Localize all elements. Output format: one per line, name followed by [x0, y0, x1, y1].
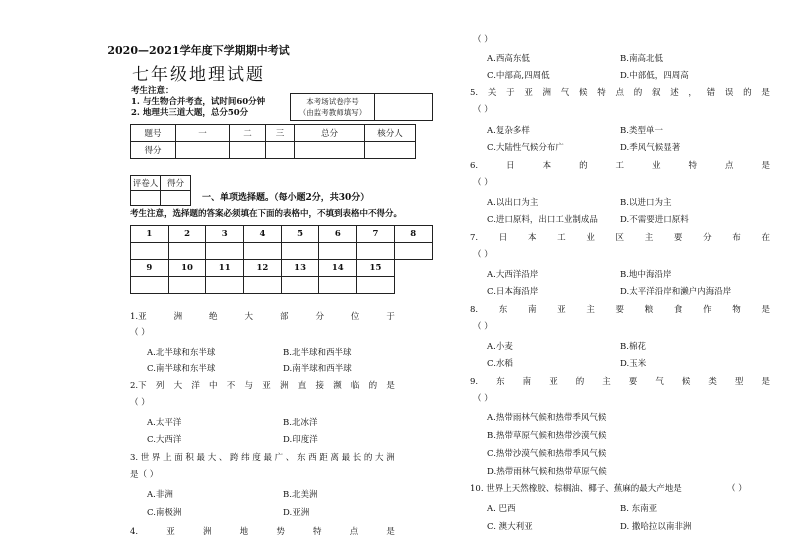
answer-cell[interactable] [319, 243, 357, 260]
option-a: A.北半球和东半球 [147, 348, 216, 358]
answer-paren: （ ） [130, 398, 150, 408]
answer-number-row [131, 226, 433, 243]
question-4-stem: 4. 亚 洲 地 势 特 点 是 [130, 527, 395, 537]
answer-number: 8 [394, 226, 432, 243]
answer-cell[interactable] [206, 243, 244, 260]
option-c: C.日本海沿岸 [487, 287, 539, 297]
option-c: C.中部高,四周低 [487, 71, 550, 81]
grader-table [130, 175, 191, 206]
answer-cell[interactable] [168, 243, 206, 260]
score-header-cell: 核分人 [365, 125, 416, 142]
score-header-cell: 二 [230, 125, 266, 142]
answer-number: 12 [244, 260, 282, 277]
answer-cell[interactable] [281, 277, 319, 294]
exam-title: 2020—2021学年度下学期期中考试 [107, 44, 290, 57]
score-cell[interactable] [176, 142, 230, 159]
option-c: C. 澳大利亚 [487, 522, 533, 532]
option-d: D.太平洋沿岸和濑户内海沿岸 [620, 287, 732, 297]
option-a: A.大西洋沿岸 [487, 270, 539, 280]
answer-cell[interactable] [319, 277, 357, 294]
option-b: B.地中海沿岸 [620, 270, 672, 280]
exam-notes [131, 86, 265, 119]
score-header-cell: 三 [266, 125, 295, 142]
option-b: B. 东南亚 [620, 504, 658, 514]
score-cell[interactable] [230, 142, 266, 159]
answer-cell[interactable] [357, 277, 395, 294]
option-d: D. 撒哈拉以南非洲 [620, 522, 692, 532]
option-c: C.水稻 [487, 359, 513, 369]
answer-cell[interactable] [206, 277, 244, 294]
answer-paren: （ ） [473, 322, 493, 332]
section-1-notice: 考生注意，选择题的答案必须填在下面的表格中，不填到表格中不得分。 [130, 209, 403, 219]
option-d: D.中部低，四周高 [620, 71, 689, 81]
question-8-stem: 8. 东 南 亚 主 要 粮 食 作 物 是 [470, 305, 770, 315]
option-c: C.大陆性气候分布广 [487, 143, 564, 153]
option-b: B.热带草原气候和热带沙漠气候 [487, 431, 607, 441]
question-10-stem: 10. 世界上天然橡胶、棕榈油、椰子、蕉麻的最大产地是 [470, 484, 682, 494]
grader-score-cell[interactable] [161, 191, 191, 206]
answer-paren: 是（ ） [130, 470, 159, 480]
subject-title: 七年级地理试题 [132, 65, 265, 85]
question-1-stem: 1.亚 洲 绝 大 部 分 位 于 [130, 312, 395, 322]
question-2-stem: 2.下 列 大 洋 中 不 与 亚 洲 直 接 濒 临 的 是 [130, 381, 395, 391]
score-row-label: 得分 [131, 142, 176, 159]
answer-paren: （ ） [473, 394, 493, 404]
answer-number: 9 [131, 260, 169, 277]
answer-number: 15 [357, 260, 395, 277]
answer-cell[interactable] [131, 277, 169, 294]
answer-paren: （ ） [473, 35, 493, 45]
answer-cell[interactable] [131, 243, 169, 260]
answer-cell[interactable] [244, 277, 282, 294]
option-c: C.进口原料，出口工业制成品 [487, 215, 598, 225]
score-header-cell: 总分 [295, 125, 365, 142]
question-3-stem: 3. 世 界 上 面 积 最 大 、 跨 纬 度 最 广 、 东 西 距 离 最 长 的 大 洲 [130, 453, 395, 463]
answer-number: 3 [206, 226, 244, 243]
seat-number-label [291, 94, 375, 120]
notes-heading: 考生注意： [131, 86, 174, 96]
option-c: C.南极洲 [147, 508, 182, 518]
answer-cell[interactable] [168, 277, 206, 294]
option-d: D.不需要进口原料 [620, 215, 689, 225]
answer-table [130, 225, 433, 294]
answer-number: 13 [281, 260, 319, 277]
option-a: A.热带雨林气候和热带季风气候 [487, 413, 607, 423]
score-header-cell: 题号 [131, 125, 176, 142]
answer-cell[interactable] [244, 243, 282, 260]
option-c: C.南半球和东半球 [147, 364, 216, 374]
option-d: D.印度洋 [283, 435, 318, 445]
score-cell[interactable] [365, 142, 416, 159]
score-table-row [131, 142, 416, 159]
score-table-header-row [131, 125, 416, 142]
seat-number-box [290, 93, 433, 121]
grader-score-label: 得分 [161, 176, 191, 191]
answer-number: 10 [168, 260, 206, 277]
answer-number: 5 [281, 226, 319, 243]
notes-line-1: 1. 与生物合并考查，试时间60分钟 [131, 97, 266, 107]
seat-number-label-line2: （由监考教师填写） [298, 108, 367, 117]
option-a: A.小麦 [487, 342, 513, 352]
answer-number-row [131, 260, 433, 277]
answer-paren: （ ） [130, 328, 150, 338]
answer-paren: （ ） [473, 178, 493, 188]
answer-number: 6 [319, 226, 357, 243]
section-1-title: 一、单项选择题。（每小题2分，共30分） [202, 193, 370, 203]
option-b: B.北冰洋 [283, 418, 318, 428]
answer-number: 1 [131, 226, 169, 243]
answer-paren: （ ） [727, 484, 747, 494]
option-c: C.热带沙漠气候和热带季风气候 [487, 449, 607, 459]
grader-reviewer-label: 评卷人 [131, 176, 161, 191]
option-a: A.非洲 [147, 490, 173, 500]
question-5-stem: 5. 关 于 亚 洲 气 候 特 点 的 叙 述 ， 错 误 的 是 [470, 88, 770, 98]
option-d: D.亚洲 [283, 508, 310, 518]
option-b: B.北半球和西半球 [283, 348, 352, 358]
answer-empty-cell [394, 260, 432, 294]
option-d: D.季风气候显著 [620, 143, 681, 153]
option-a: A.太平洋 [147, 418, 182, 428]
option-b: B.南高北低 [620, 54, 663, 64]
answer-number: 4 [244, 226, 282, 243]
option-d: D.热带雨林气候和热带草原气候 [487, 467, 607, 477]
question-7-stem: 7. 日 本 工 业 区 主 要 分 布 在 [470, 233, 770, 243]
option-d: D.玉米 [620, 359, 647, 369]
question-6-stem: 6. 日 本 的 工 业 特 点 是 [470, 161, 770, 171]
answer-paren: （ ） [473, 250, 493, 260]
answer-number: 7 [357, 226, 395, 243]
question-9-stem: 9. 东 南 亚 的 主 要 气 候 类 型 是 [470, 377, 770, 387]
answer-number: 2 [168, 226, 206, 243]
option-a: A.复杂多样 [487, 126, 530, 136]
option-b: B.棉花 [620, 342, 646, 352]
option-b: B.北美洲 [283, 490, 318, 500]
option-a: A.以出口为主 [487, 198, 539, 208]
answer-cell[interactable] [357, 243, 395, 260]
score-table [130, 124, 416, 159]
notes-line-2: 2. 地理共三道大题，总分50分 [131, 108, 249, 118]
seat-number-label-line1: 本考场试卷序号 [306, 97, 359, 106]
score-cell[interactable] [295, 142, 365, 159]
option-d: D.南半球和西半球 [283, 364, 352, 374]
answer-cell[interactable] [394, 243, 432, 260]
score-cell[interactable] [266, 142, 295, 159]
option-a: A. 巴西 [487, 504, 516, 514]
answer-number: 11 [206, 260, 244, 277]
seat-number-field[interactable] [375, 94, 432, 120]
score-header-cell: 一 [176, 125, 230, 142]
option-c: C.大西洋 [147, 435, 182, 445]
answer-number: 14 [319, 260, 357, 277]
answer-cell[interactable] [281, 243, 319, 260]
answer-blank-row [131, 243, 433, 260]
option-b: B.类型单一 [620, 126, 663, 136]
answer-paren: （ ） [473, 105, 493, 115]
option-b: B.以进口为主 [620, 198, 672, 208]
answer-blank-row [131, 277, 433, 294]
option-a: A.西高东低 [487, 54, 530, 64]
grader-reviewer-cell[interactable] [131, 191, 161, 206]
